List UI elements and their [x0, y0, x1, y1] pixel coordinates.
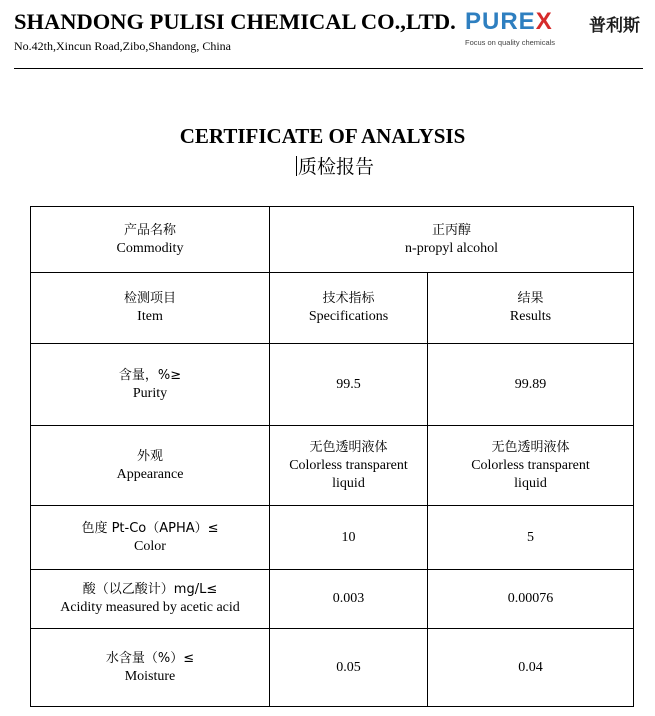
spec-header-cell — [270, 273, 428, 344]
result-header-cell — [428, 273, 634, 344]
spec-header-cn: 技术指标 — [322, 291, 375, 306]
acidity-label-cell — [31, 570, 270, 629]
appearance-row — [31, 426, 634, 506]
appearance-label-cn: 外观 — [136, 448, 163, 464]
acidity-spec-cell: 0.003 — [270, 570, 428, 629]
moisture-label-cell — [31, 629, 270, 707]
acidity-row — [31, 570, 634, 629]
document-title-chinese — [0, 152, 655, 179]
commodity-row — [31, 207, 634, 273]
appearance-spec-en-2: liquid — [332, 475, 365, 491]
commodity-label-en: Commodity — [116, 240, 184, 256]
document-title-english: CERTIFICATE OF ANALYSIS — [179, 124, 466, 148]
company-name: SHANDONG PULISI CHEMICAL CO.,LTD. — [14, 9, 456, 34]
purity-label-en: Purity — [132, 385, 168, 401]
item-header-cn: 检测项目 — [123, 291, 176, 306]
appearance-label-cell — [31, 426, 270, 506]
commodity-value-cn: 正丙醇 — [432, 222, 472, 238]
company-address: No.42th,Xincun Road,Zibo,Shandong, China — [14, 39, 231, 53]
item-header-en: Item — [137, 309, 163, 324]
header-row — [31, 273, 634, 344]
commodity-value-cell — [270, 207, 634, 273]
appearance-spec-cell — [270, 426, 428, 506]
purity-result-cell: 99.89 — [428, 344, 634, 426]
appearance-label-en: Appearance — [116, 466, 184, 482]
analysis-table — [30, 206, 634, 707]
color-result-cell: 5 — [428, 506, 634, 570]
color-label-cn: 色度 Pt-Co（APHA）≤ — [81, 520, 219, 536]
color-spec-cell: 10 — [270, 506, 428, 570]
result-header-cn: 结果 — [517, 291, 544, 306]
moisture-row — [31, 629, 634, 707]
company-logo — [465, 8, 645, 50]
appearance-result-en-2: liquid — [514, 475, 547, 491]
color-row — [31, 506, 634, 570]
acidity-label-en: Acidity measured by acetic acid — [60, 600, 240, 615]
appearance-result-cn: 无色透明液体 — [491, 439, 570, 455]
item-header-cell — [31, 273, 270, 344]
commodity-label-cell — [31, 207, 270, 273]
logo-word-x: X — [535, 8, 553, 35]
acidity-label-cn: 酸（以乙酸计）mg/L≤ — [82, 582, 218, 597]
purity-label-cn: 含量，%≥ — [118, 367, 182, 383]
moisture-spec-cell: 0.05 — [270, 629, 428, 707]
document-title-chinese-text: 质检报告 — [297, 156, 374, 178]
commodity-value-en: n-propyl alcohol — [405, 240, 498, 256]
logo-wordmark — [465, 8, 553, 36]
logo-word-pure: PURE — [465, 8, 536, 35]
appearance-result-en-1: Colorless transparent — [471, 457, 590, 473]
result-header-en: Results — [509, 309, 552, 324]
text-cursor — [296, 156, 297, 176]
appearance-spec-en-1: Colorless transparent — [289, 457, 408, 473]
purity-row — [31, 344, 634, 426]
purity-spec-cell: 99.5 — [270, 344, 428, 426]
moisture-result-cell: 0.04 — [428, 629, 634, 707]
logo-chinese-name: 普利斯 — [589, 16, 640, 36]
moisture-label-en: Moisture — [124, 668, 176, 684]
spec-header-en: Specifications — [308, 309, 389, 324]
logo-tagline: Focus on quality chemicals — [465, 38, 556, 47]
color-label-en: Color — [134, 538, 166, 554]
acidity-result-cell: 0.00076 — [428, 570, 634, 629]
moisture-label-cn: 水含量（%）≤ — [105, 650, 195, 666]
header-divider — [14, 68, 643, 69]
color-label-cell — [31, 506, 270, 570]
purity-label-cell — [31, 344, 270, 426]
appearance-spec-cn: 无色透明液体 — [309, 439, 388, 455]
appearance-result-cell — [428, 426, 634, 506]
commodity-label-cn: 产品名称 — [123, 222, 176, 238]
